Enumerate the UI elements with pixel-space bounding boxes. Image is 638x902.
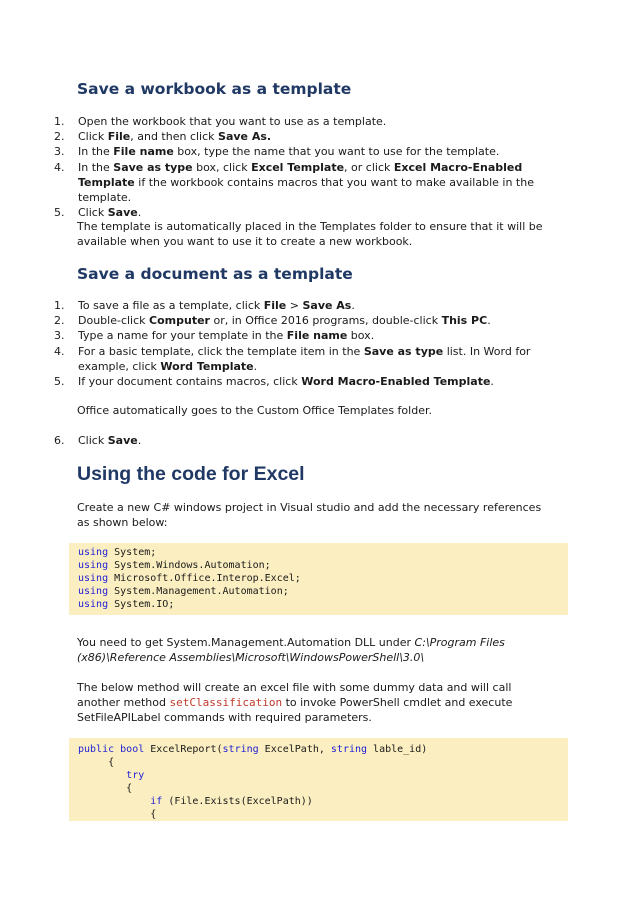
- dll-location-paragraph: You need to get System.Management.Automation DLL under C:\Program Files (x86)\Reference Assemblies\Microsoft\WindowsPowerShell\3.0\: [77, 636, 505, 665]
- code-line: using Microsoft.Office.Interop.Excel;: [78, 572, 301, 584]
- list-item: 1. To save a file as a template, click File > Save As.: [54, 299, 355, 312]
- list-item: 3. Type a name for your template in the File name box.: [54, 329, 375, 343]
- intro-paragraph: Create a new C# windows project in Visual studio and add the necessary references as shown below:: [77, 501, 542, 530]
- list-item: 2. Double-click Computer or, in Office 2016 programs, double-click This PC.: [54, 314, 491, 328]
- code-line: using System.Management.Automation;: [78, 585, 289, 597]
- document-steps-list-continued: [0, 433, 548, 448]
- heading-save-workbook: Save a workbook as a template: [77, 80, 352, 98]
- list-item: 4. For a basic template, click the template item in the Save as type list. In Word for example, click Word Template.: [54, 344, 531, 373]
- list-item: 2. Click File, and then click Save As.: [54, 130, 272, 144]
- list-item: 1. Open the workbook that you want to use as a template.: [54, 115, 387, 128]
- method-description-paragraph: The below method will create an excel file with some dummy data and will call another method setClassification to invoke PowerShell cmdlet and execute SetFileAPILabel commands with required parameters.: [77, 681, 513, 725]
- workbook-steps-list: [0, 114, 548, 220]
- document-template-note: Office automatically goes to the Custom Office Templates folder.: [77, 404, 432, 417]
- heading-using-code-excel: Using the code for Excel: [77, 463, 305, 485]
- list-item: 6. Click Save.: [54, 434, 142, 447]
- workbook-template-note: The template is automatically placed in the Templates folder to ensure that it will be available when you want to use it to create a new workbook.: [77, 220, 543, 249]
- code-line: using System.Windows.Automation;: [78, 559, 271, 571]
- excel-report-code-block: [69, 738, 568, 821]
- code-line: {: [126, 782, 133, 794]
- list-item: 3. In the File name box, type the name that you want to use for the template.: [54, 145, 500, 159]
- code-line: using System;: [78, 547, 157, 558]
- code-line: {: [108, 756, 115, 768]
- document-steps-list: [0, 298, 548, 389]
- heading-save-document: Save a document as a template: [77, 265, 353, 283]
- list-item: 4. In the Save as type box, click Excel Template, or click Excel Macro-Enabled Template if the workbook contains macros that you want to make available in the template.: [54, 160, 534, 205]
- using-code-block: [69, 543, 568, 615]
- inline-code-setclassification: setClassification: [169, 696, 283, 710]
- code-line: {: [150, 808, 157, 820]
- code-line: if (File.Exists(ExcelPath)): [150, 795, 313, 807]
- list-item: 5. If your document contains macros, click Word Macro-Enabled Template.: [54, 375, 494, 389]
- code-line: try: [126, 769, 145, 781]
- code-line: public bool ExcelReport(string ExcelPath, string lable_id): [78, 744, 428, 755]
- code-line: using System.IO;: [78, 598, 175, 610]
- list-item: 5. Click Save.: [54, 206, 142, 220]
